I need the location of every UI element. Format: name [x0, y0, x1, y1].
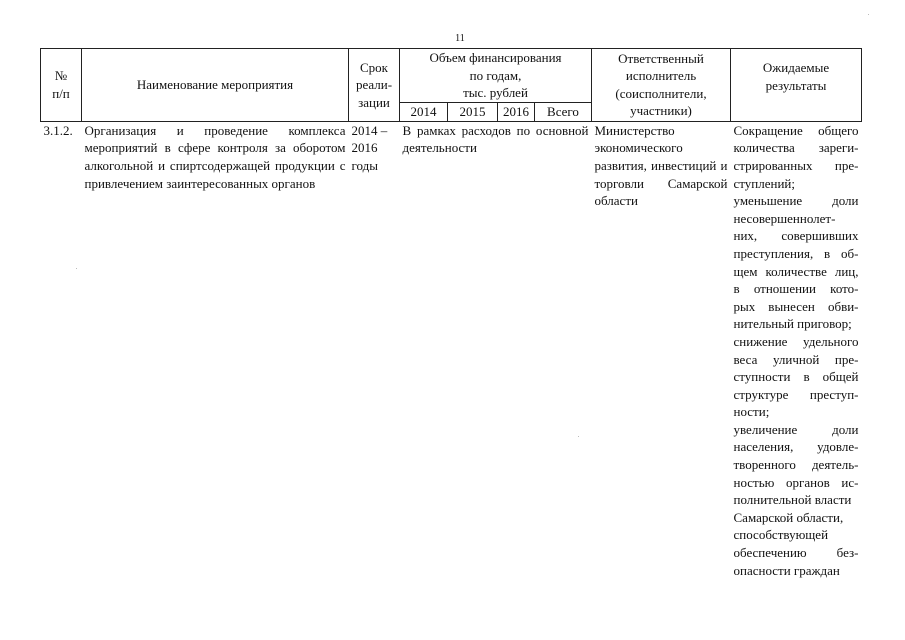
header-year-2016: 2016: [498, 102, 535, 121]
result-line: увеличение доли: [733, 421, 859, 437]
result-line: преступления, в об-: [733, 245, 859, 261]
scan-speck: [868, 14, 869, 15]
scan-speck: [578, 436, 579, 437]
result-line: рых вынесен обви-: [733, 298, 859, 314]
result-line: опасности граждан: [733, 562, 840, 578]
result-line: снижение удельного: [733, 333, 859, 349]
header-term: Срок реали- зации: [349, 49, 400, 122]
row-number: 3.1.2.: [43, 122, 73, 138]
header-funding: Объем финансирования по годам, тыс. рублей: [400, 49, 592, 103]
result-line: ностью органов ис-: [733, 474, 859, 490]
row-funding: В рамках расходов по основной деятельности: [402, 122, 589, 156]
result-line: ности;: [733, 404, 770, 420]
result-line: в отношении кото-: [733, 281, 859, 297]
result-line: структуре преступ-: [733, 386, 859, 402]
result-line: ступности в общей: [733, 369, 859, 385]
result-line: количества зареги-: [733, 140, 859, 156]
header-num: № п/п: [41, 49, 82, 122]
row-executor: Министерство экономического развития, инвестиций и торговли Самарской области: [594, 122, 728, 209]
scan-speck: [76, 268, 77, 269]
result-line: стрированных пре-: [733, 157, 859, 173]
header-name: Наименование мероприятия: [82, 49, 349, 122]
header-year-total: Всего: [535, 102, 592, 121]
result-line: Сокращение общего: [733, 122, 859, 138]
header-executor: Ответственный исполнитель (соисполнители, участники): [592, 49, 731, 122]
row-term: 2014 – 2016 годы: [351, 122, 388, 173]
row-activity-name: Организация и проведение комплекса мероприятий в сфере контроля за оборотом алкогольной и спиртсодержащей продукции с привлечением заинтересованных органов: [84, 122, 346, 191]
result-line: них, совершивших: [733, 228, 859, 244]
result-line: способствующей: [733, 527, 829, 543]
row-results: [731, 121, 862, 579]
header-year-2014: 2014: [400, 102, 448, 121]
result-line: Самарской области,: [733, 509, 844, 525]
activities-table: [40, 48, 862, 579]
result-line: веса уличной пре-: [733, 351, 859, 367]
result-line: населения, удовле-: [733, 439, 859, 455]
result-line: обеспечению без-: [733, 545, 859, 561]
table-row: [41, 121, 862, 579]
result-line: щем количестве лиц,: [733, 263, 859, 279]
header-results: Ожидаемые результаты: [731, 49, 862, 122]
result-line: творенного деятель-: [733, 457, 859, 473]
result-line: нительный приговор;: [733, 316, 852, 332]
result-line: несовершеннолет-: [733, 210, 836, 226]
page-number: 11: [455, 33, 465, 44]
header-year-2015: 2015: [448, 102, 498, 121]
result-line: полнительной власти: [733, 492, 852, 508]
result-line: ступлений;: [733, 175, 795, 191]
result-line: уменьшение доли: [733, 193, 859, 209]
